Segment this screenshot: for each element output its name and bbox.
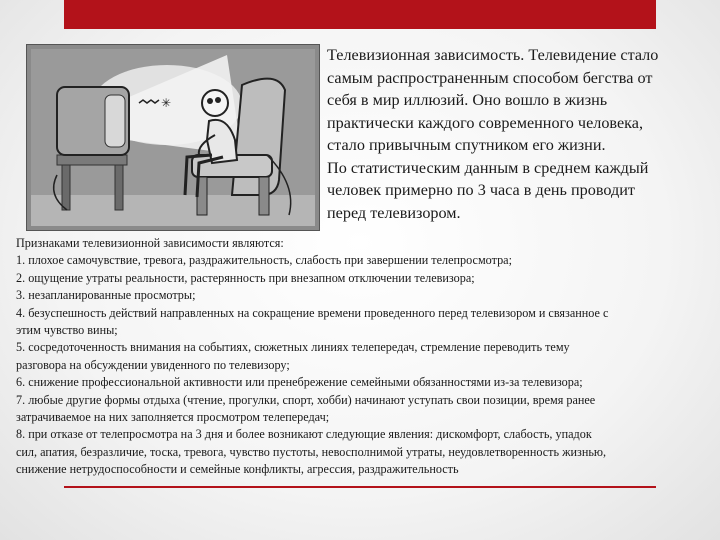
symptom-line: 3. незапланированные просмотры; xyxy=(16,288,196,303)
intro-line: практически каждого современного человека, xyxy=(327,113,644,132)
symptom-line: сил, апатия, безразличие, тоска, тревога, чувство пустоты, невосполнимой утраты, неудовлетворенность жизнью, xyxy=(16,444,607,459)
symptom-line: 4. безуспешность действий направленных на сокращение времени проведенного перед телевизором и связанное с xyxy=(16,305,609,320)
symptom-line: 2. ощущение утраты реальности, растерянность при внезапном отключении телевизора; xyxy=(16,270,475,285)
symptom-line: 6. снижение профессиональной активности или пренебрежение семейными обязанностями из-за телевизора; xyxy=(16,375,583,390)
intro-text xyxy=(327,44,712,224)
symptom-line: этим чувство вины; xyxy=(16,323,118,338)
symptoms-heading: Признаками телевизионной зависимости являются: xyxy=(16,236,284,250)
intro-line: самым распространенным способом бегства от xyxy=(327,68,653,87)
symptoms-list xyxy=(16,235,706,479)
intro-line: По статистическим данным в среднем каждый xyxy=(327,158,649,177)
symptom-line: снижение нетрудоспособности и семейные конфликты, агрессия, раздражительность xyxy=(16,462,459,477)
intro-line: Телевизионная зависимость. Телевидение стало xyxy=(327,46,659,64)
symptom-line: 1. плохое самочувствие, тревога, раздражительность, слабость при завершении телепросмотра; xyxy=(16,253,512,268)
bottom-divider xyxy=(64,486,656,488)
top-accent-bar xyxy=(64,0,656,29)
intro-line: стало привычным спутником его жизни. xyxy=(327,136,606,154)
intro-line: перед телевизором. xyxy=(327,203,461,222)
intro-line: человек примерно по 3 часа в день проводит xyxy=(327,181,635,199)
symptom-line: затрачиваемое на них заполняется просмотром телепередач; xyxy=(16,410,330,425)
symptom-line: разговора на обсуждении увиденного по телевизору; xyxy=(16,357,290,372)
tv-addiction-illustration xyxy=(26,44,320,231)
person-watching-tv-drawing-icon xyxy=(27,45,319,230)
symptom-line: 5. сосредоточенность внимания на событиях, сюжетных линиях телепередач, стремление переводить тему xyxy=(16,340,570,355)
symptom-line: 7. любые другие формы отдыха (чтение, прогулки, спорт, хобби) начинают уступать свои позиции, время ранее xyxy=(16,392,596,407)
intro-line: себя в мир иллюзий. Оно вошло в жизнь xyxy=(327,91,608,109)
symptom-line: 8. при отказе от телепросмотра на 3 дня и более возникают следующие явления: дискомфорт, слабость, упадок xyxy=(16,427,592,442)
svg-text:✳: ✳ xyxy=(161,96,172,110)
